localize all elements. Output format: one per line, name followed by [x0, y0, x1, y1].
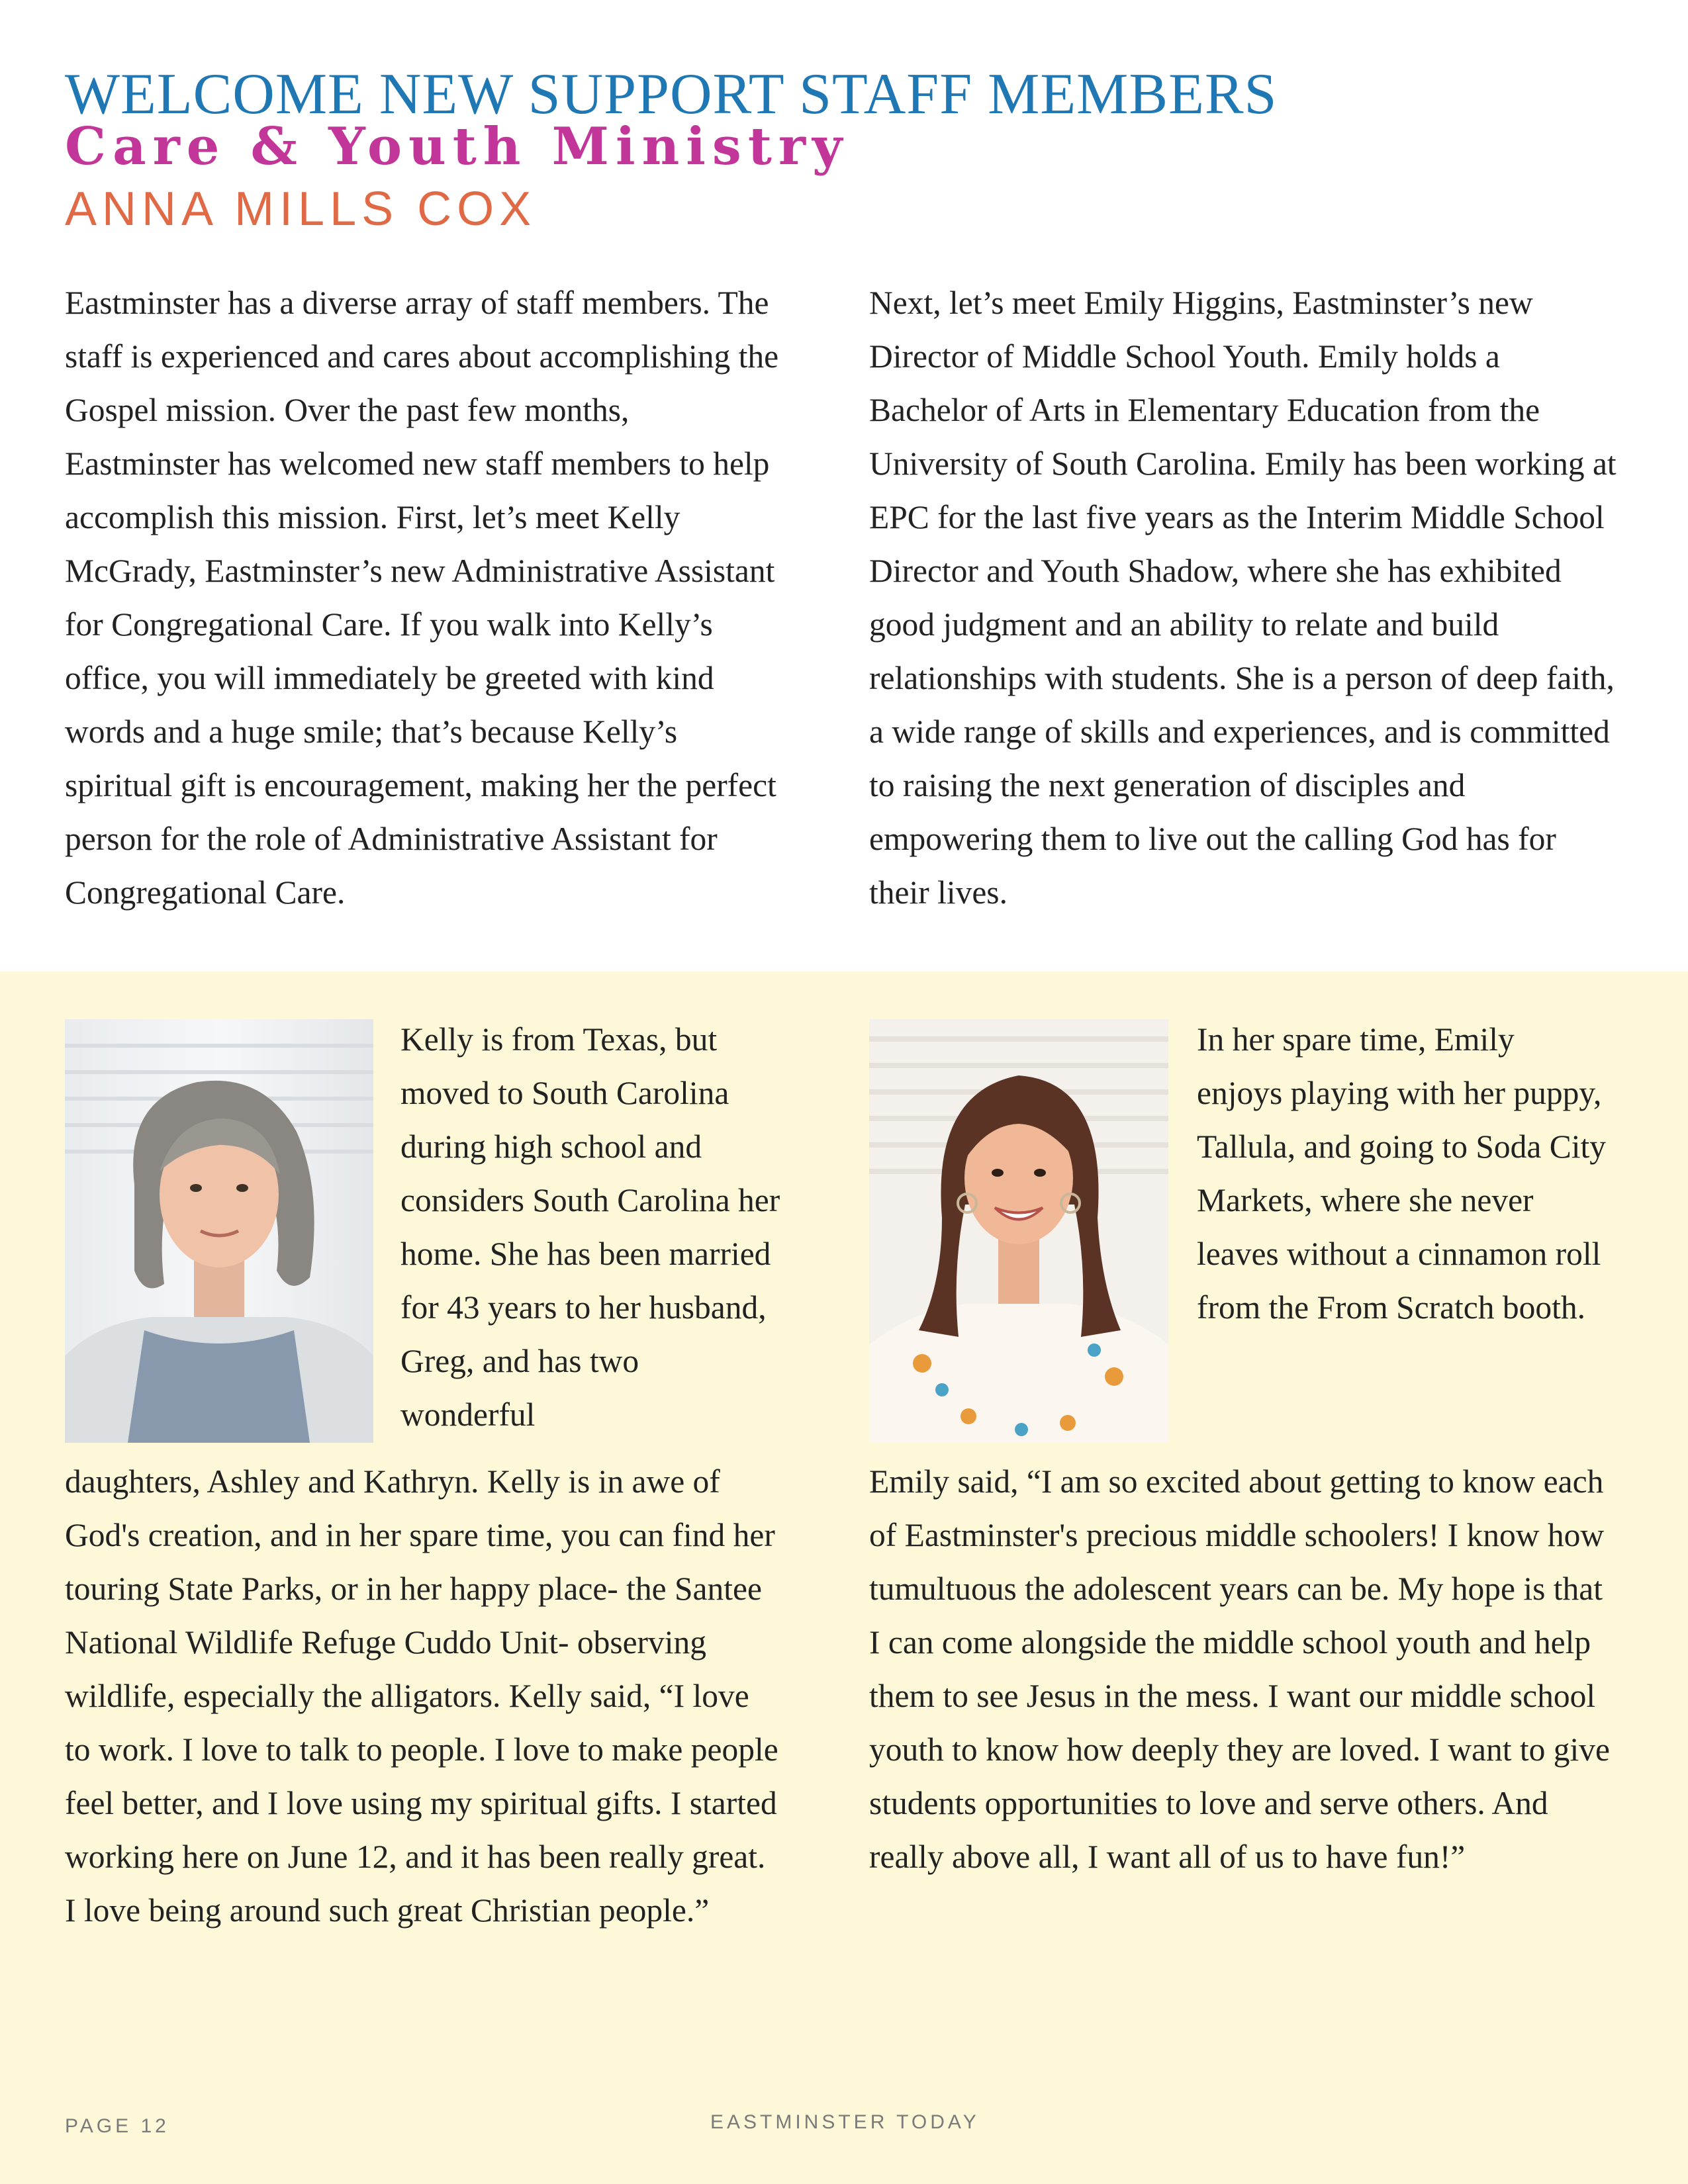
page-number: PAGE 12 — [65, 2115, 169, 2137]
kelly-beside-photo-paragraph: Kelly is from Texas, but moved to South Carolina during high school and considers South Carolina her home. She has been married for 43 years to her husband, Greg, and has two wonderful — [400, 1021, 780, 1433]
article-subtitle: Care & Youth Ministry — [65, 116, 849, 177]
emily-continued-paragraph: Emily said, “I am so excited about getting to know each of Eastminster's precious middle schoolers! I know how tumultuous the adolescent years can be. My hope is that I can come alongside the middle school youth and help them to see Jesus in the mess. I want our middle school youth to know how deeply they are loved. I want to give students opportunities to love and serve others. And really above all, I want all of us to have fun!” — [869, 1463, 1610, 1875]
article-author: ANNA MILLS COX — [65, 183, 537, 236]
emily-portrait-photo — [869, 1019, 1168, 1443]
publication-name: EASTMINSTER TODAY — [710, 2111, 980, 2133]
kelly-continued-paragraph: daughters, Ashley and Kathryn. Kelly is in awe of God's creation, and in her spare time, you can find her touring State Parks, or in her happy place- the Santee National Wildlife Refuge Cuddo Unit- observing wildlife, especially the alligators. Kelly said, “I love to work. I love to talk to people. I love to make people feel better, and I love using my spiritual gifts. I started working here on June 12, and it has been really great. I love being around such great Christian people.” — [65, 1463, 778, 1929]
emily-beside-photo-paragraph: In her spare time, Emily enjoys playing with her puppy, Tallula, and going to Soda City Markets, where she never leaves without a cinnamon roll from the From Scratch booth. — [1197, 1021, 1606, 1326]
emily-intro-paragraph: Next, let’s meet Emily Higgins, Eastminster’s new Director of Middle School Youth. Emily holds a Bachelor of Arts in Elementary Education from the University of South Carolina. Emily has been working at EPC for the last five years as the Interim Middle School Director and Youth Shadow, where she has exhibited good judgment and an ability to relate and build relationships with students. She is a person of deep faith, a wide range of skills and experiences, and is committed to raising the next generation of disciples and empowering them to live out the calling God has for their lives. — [869, 285, 1617, 911]
kelly-intro-paragraph: Eastminster has a diverse array of staff members. The staff is experienced and cares about accomplishing the Gospel mission. Over the past few months, Eastminster has welcomed new staff members to help accomplish this mission. First, let’s meet Kelly McGrady, Eastminster’s new Administrative Assistant for Congregational Care. If you walk into Kelly’s office, you will immediately be greeted with kind words and a huge smile; that’s because Kelly’s spiritual gift is encouragement, making her the perfect person for the role of Administrative Assistant for Congregational Care. — [65, 285, 779, 911]
kelly-portrait-photo — [65, 1019, 373, 1443]
article-title: WELCOME NEW SUPPORT STAFF MEMBERS — [65, 62, 1278, 126]
